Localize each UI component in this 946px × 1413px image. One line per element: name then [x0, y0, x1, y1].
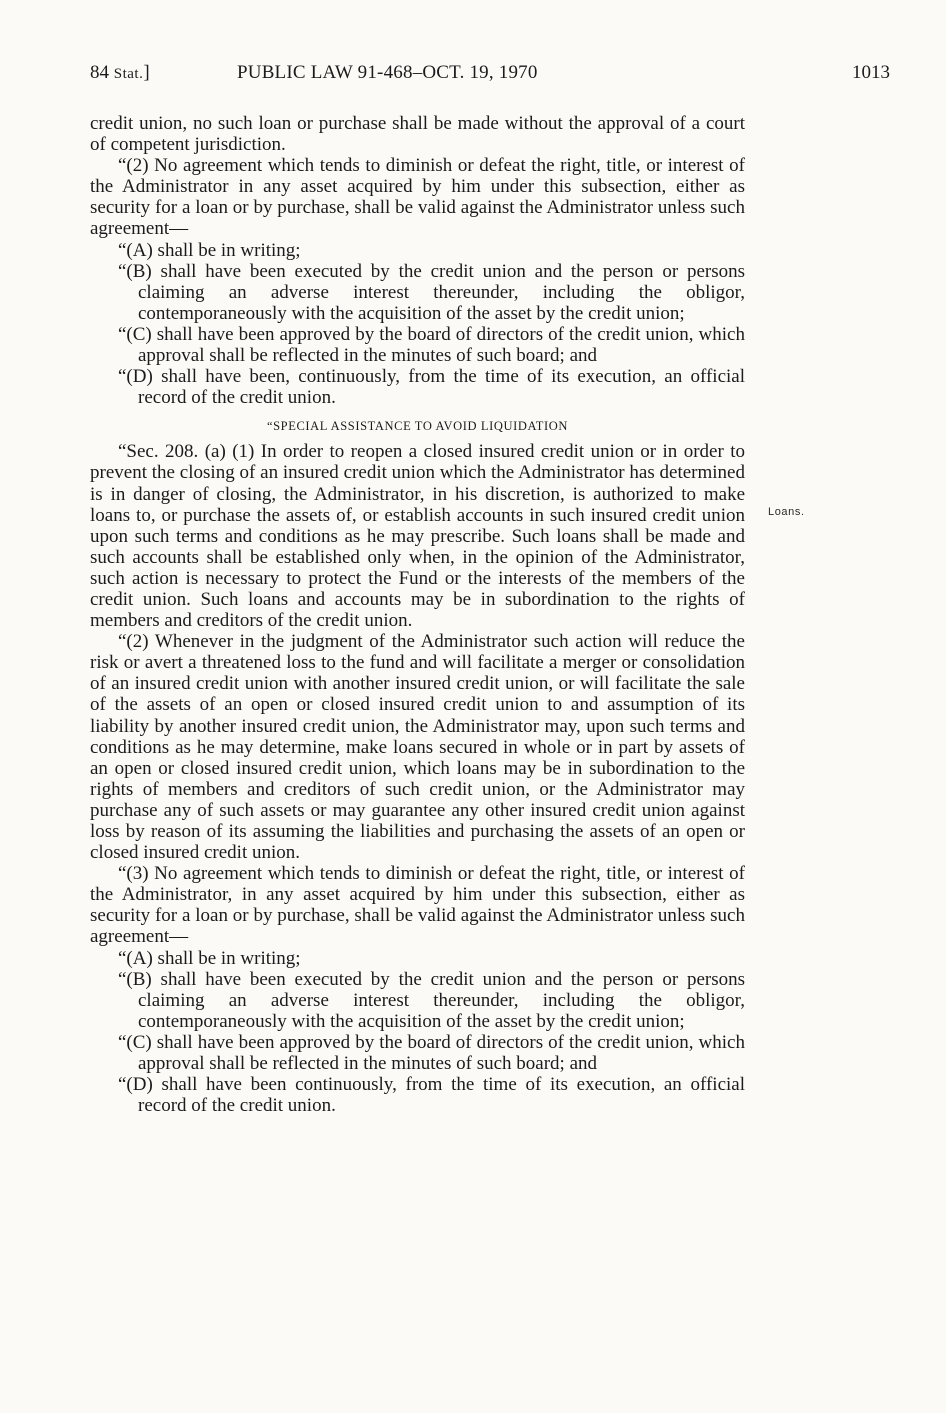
clause-3a: “(A) shall be in writing; — [118, 947, 301, 969]
clause-2c: “(C) shall have been approved by the board of directors of the credit union, which approval shall be reflected in the minutes of such board; and — [118, 323, 745, 367]
statute-bracket: ] — [143, 62, 150, 83]
page-number: 1013 — [852, 62, 890, 83]
statute-label: Stat. — [113, 66, 144, 82]
running-title: PUBLIC LAW 91-468–OCT. 19, 1970 — [237, 62, 538, 83]
clause-3c: “(C) shall have been approved by the board of directors of the credit union, which approval shall be reflected in the minutes of such board; and — [118, 1031, 745, 1075]
paragraph-2: “(2) No agreement which tends to diminish or defeat the right, title, or interest of the Administrator in any asset acquired by him under this subsection, either as security for a loan or by purchase, shall be valid against the Administrator unless such agreement— — [90, 155, 745, 240]
page-header — [90, 60, 890, 86]
section-208-a1: “Sec. 208. (a) (1) In order to reopen a closed insured credit union or in order to prevent the closing of an insured credit union which the Administrator has determined is in danger of closing, the Administrator, in his discretion, is authorized to make loans to, or purchase the assets of, or establish accounts in such insured credit union upon such terms and conditions as he may prescribe. Such loans shall be made and such accounts shall be established only when, in the opinion of the Administrator, such action is necessary to protect the Fund or the interests of the members of the credit union. Such loans and accounts may be in subordination to the rights of members and creditors of the credit union. — [90, 441, 745, 632]
paragraph-continuation: credit union, no such loan or purchase shall be made without the approval of a court of competent jurisdiction. — [90, 113, 745, 156]
clause-2b: “(B) shall have been executed by the credit union and the person or persons claiming an adverse interest thereunder, including the obligor, contemporaneously with the acquisition of the asset by the credit union; — [118, 260, 745, 324]
statute-volume: 84 — [90, 62, 114, 83]
clause-2d: “(D) shall have been, continuously, from the time of its execution, an official record of the credit union. — [118, 366, 745, 409]
clause-2a: “(A) shall be in writing; — [118, 239, 301, 261]
section-heading: “SPECIAL ASSISTANCE TO AVOID LIQUIDATION — [266, 419, 569, 434]
document-body — [90, 113, 745, 1116]
section-208-a2: “(2) Whenever in the judgment of the Administrator such action will reduce the risk or avert a threatened loss to the fund and will facilitate a merger or consolidation of an insured credit union with another insured credit union, or will facilitate the sale of the assets of an open or closed insured credit union to and assumption of its liability by another insured credit union, the Administrator may, upon such terms and conditions as he may determine, make loans secured in whole or in part by assets of an open or closed insured credit union, which loans may be in subordination to the rights of members and creditors of such credit union, or the Administrator may purchase any of such assets or may guarantee any other insured credit union against loss by reason of its assuming the liabilities and purchasing the assets of an open or closed insured credit union. — [90, 631, 745, 864]
margin-note-loans: Loans. — [768, 506, 805, 518]
section-208-a3: “(3) No agreement which tends to diminish or defeat the right, title, or interest of the Administrator, in any asset acquired by him under this subsection, either as security for a loan or by purchase, shall be valid against the Administrator unless such agreement— — [90, 863, 745, 948]
clause-3d: “(D) shall have been continuously, from the time of its execution, an official record of the credit union. — [118, 1074, 745, 1117]
statute-reference — [90, 60, 150, 87]
clause-3b: “(B) shall have been executed by the credit union and the person or persons claiming an adverse interest thereunder, including the obligor, contemporaneously with the acquisition of the asset by the credit union; — [118, 968, 745, 1032]
